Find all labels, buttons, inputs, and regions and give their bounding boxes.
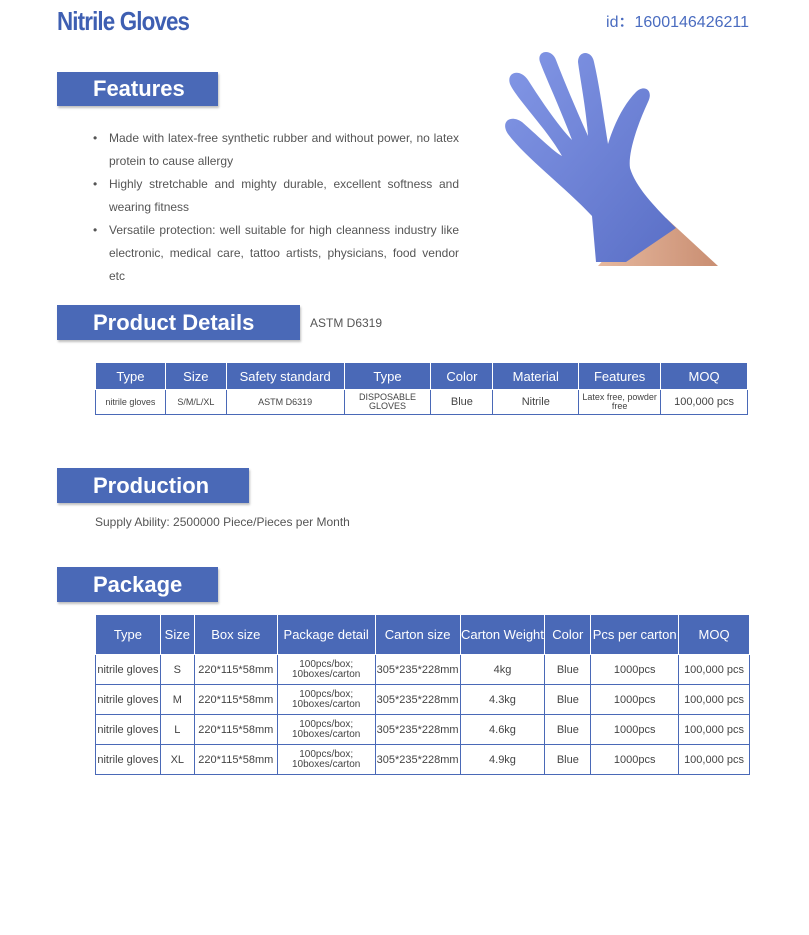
column-header: MOQ [679, 615, 750, 655]
column-header: Type [96, 363, 166, 390]
column-header: Carton Weight [460, 615, 545, 655]
column-header: Material [493, 363, 579, 390]
column-header: Size [165, 363, 226, 390]
table-cell: 220*115*58mm [194, 715, 277, 745]
table-cell: 4.6kg [460, 715, 545, 745]
column-header: Pcs per carton [591, 615, 679, 655]
table-cell: Blue [545, 745, 591, 775]
column-header: MOQ [661, 363, 748, 390]
table-header-row [96, 615, 750, 655]
column-header: Type [344, 363, 431, 390]
table-cell: 100pcs/box; 10boxes/carton [277, 655, 375, 685]
table-cell: 1000pcs [591, 655, 679, 685]
table-cell: 220*115*58mm [194, 685, 277, 715]
table-cell: Blue [545, 655, 591, 685]
table-cell: 220*115*58mm [194, 745, 277, 775]
table-cell: nitrile gloves [96, 655, 161, 685]
table-cell: 100,000 pcs [679, 715, 750, 745]
table-cell: DISPOSABLE GLOVES [344, 390, 431, 415]
page-title: Nitrile Gloves [57, 6, 190, 36]
table-row [96, 390, 748, 415]
table-cell: 100,000 pcs [679, 685, 750, 715]
table-cell: 305*235*228mm [375, 655, 460, 685]
table-cell: 100pcs/box; 10boxes/carton [277, 745, 375, 775]
supply-ability: Supply Ability: 2500000 Piece/Pieces per Month [95, 515, 350, 529]
table-cell: Blue [545, 715, 591, 745]
features-list [93, 127, 459, 288]
table-cell: 4kg [460, 655, 545, 685]
package-heading [57, 567, 218, 602]
table-cell: 305*235*228mm [375, 715, 460, 745]
column-header: Features [579, 363, 661, 390]
table-cell: Blue [545, 685, 591, 715]
feature-item: • Versatile protection: well suitable for high cleanness industry like electronic, medical care, tattoo artists, physicians, food vendor etc [93, 219, 459, 288]
table-cell: 4.9kg [460, 745, 545, 775]
safety-standard-note: ASTM D6319 [310, 316, 383, 330]
product-id [606, 9, 749, 32]
glove-image [496, 48, 726, 270]
column-header: Package detail [277, 615, 375, 655]
table-cell: nitrile gloves [96, 390, 166, 415]
features-heading [57, 72, 218, 106]
table-cell: 100,000 pcs [661, 390, 748, 415]
package-table [95, 614, 750, 775]
table-cell: 1000pcs [591, 745, 679, 775]
product-id-value: 1600146426211 [634, 14, 749, 31]
table-cell: nitrile gloves [96, 745, 161, 775]
table-cell: XL [160, 745, 194, 775]
table-cell: nitrile gloves [96, 715, 161, 745]
column-header: Color [431, 363, 493, 390]
table-header-row [96, 363, 748, 390]
column-header: Box size [194, 615, 277, 655]
table-cell: ASTM D6319 [226, 390, 344, 415]
table-row [96, 685, 750, 715]
table-cell: Blue [431, 390, 493, 415]
column-header: Color [545, 615, 591, 655]
table-cell: S/M/L/XL [165, 390, 226, 415]
table-cell: 100pcs/box; 10boxes/carton [277, 685, 375, 715]
table-cell: 4.3kg [460, 685, 545, 715]
table-cell: 305*235*228mm [375, 685, 460, 715]
product-details-heading-text: Product Details [93, 309, 255, 335]
table-cell: 1000pcs [591, 715, 679, 745]
table-row [96, 715, 750, 745]
feature-item: • Made with latex-free synthetic rubber and without power, no latex protein to cause allergy [93, 127, 459, 173]
feature-item: • Highly stretchable and mighty durable, excellent softness and wearing fitness [93, 173, 459, 219]
table-row [96, 745, 750, 775]
table-cell: L [160, 715, 194, 745]
table-cell: 1000pcs [591, 685, 679, 715]
table-row [96, 655, 750, 685]
table-cell: Latex free, powder free [579, 390, 661, 415]
table-cell: 220*115*58mm [194, 655, 277, 685]
features-heading-text: Features [93, 76, 185, 101]
table-cell: S [160, 655, 194, 685]
table-cell: 100pcs/box; 10boxes/carton [277, 715, 375, 745]
column-header: Type [96, 615, 161, 655]
package-heading-text: Package [93, 571, 183, 597]
table-cell: nitrile gloves [96, 685, 161, 715]
table-cell: Nitrile [493, 390, 579, 415]
column-header: Size [160, 615, 194, 655]
product-details-table [95, 362, 748, 415]
production-heading-text: Production [93, 472, 210, 498]
product-details-heading [57, 305, 300, 340]
table-cell: 100,000 pcs [679, 745, 750, 775]
production-heading [57, 468, 249, 503]
table-cell: M [160, 685, 194, 715]
product-id-colon: ： [618, 14, 635, 31]
product-id-label: id [606, 14, 619, 31]
column-header: Carton size [375, 615, 460, 655]
column-header: Safety standard [226, 363, 344, 390]
table-cell: 305*235*228mm [375, 745, 460, 775]
table-cell: 100,000 pcs [679, 655, 750, 685]
